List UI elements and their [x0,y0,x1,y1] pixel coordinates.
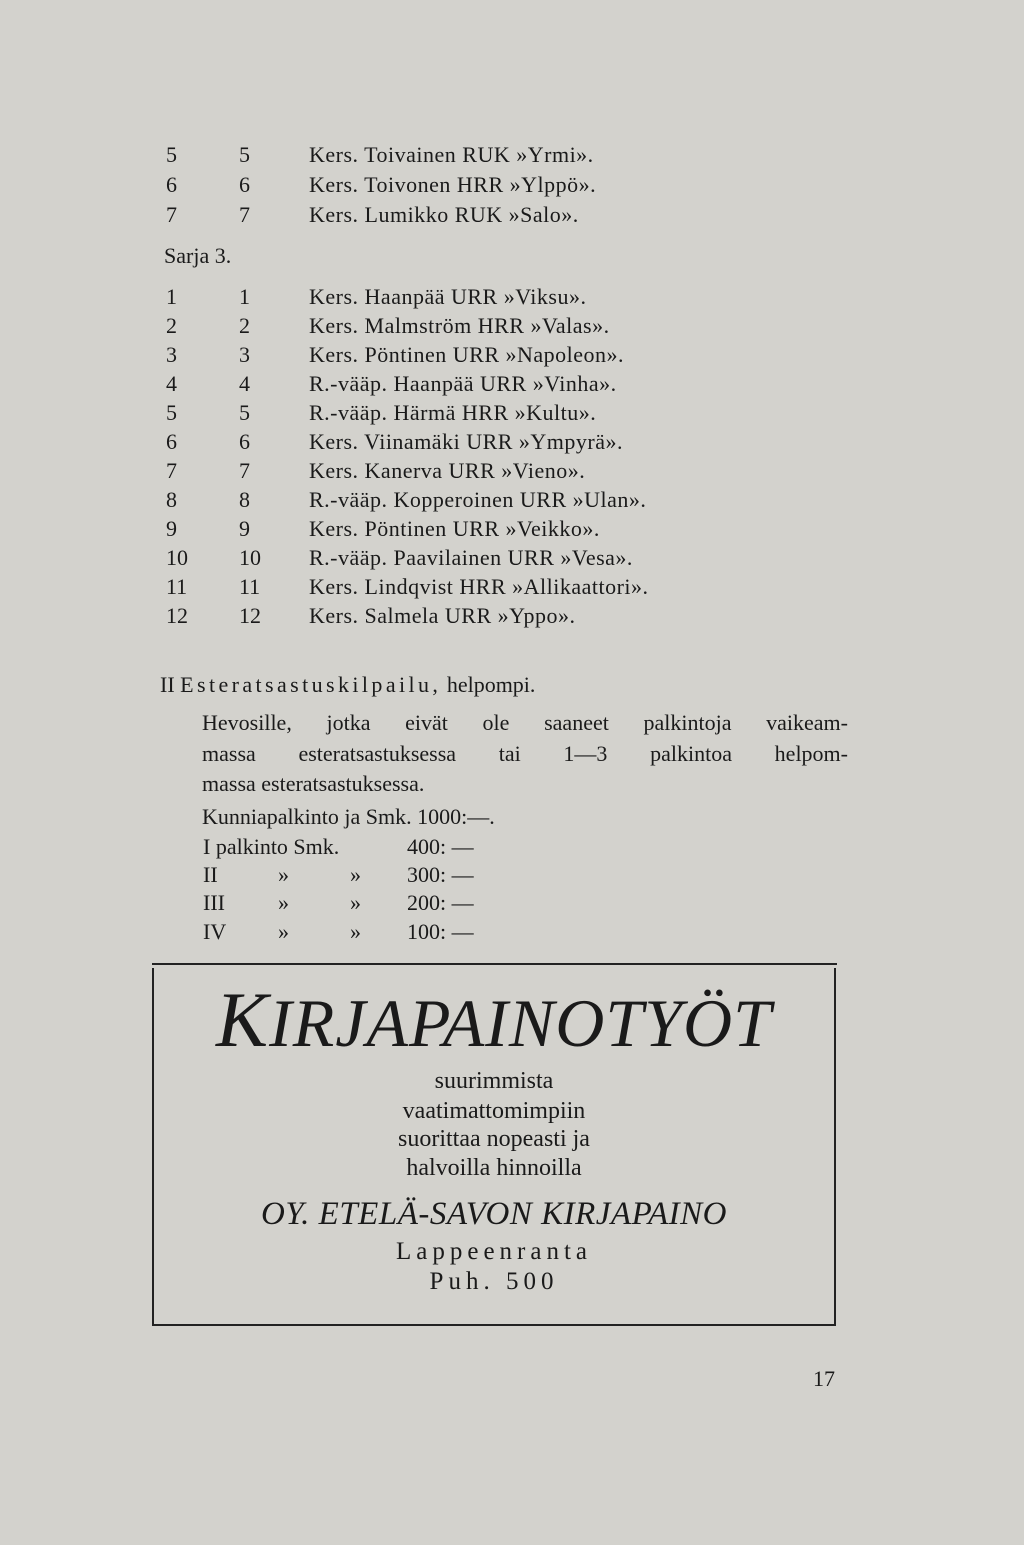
ditto-mark: » [278,890,289,915]
entry-number: 2 [166,313,177,338]
prize-amount: 100: — [407,919,474,944]
prize-row [0,888,1024,918]
entry-number-2: 5 [239,142,250,167]
entry-number: 12 [166,603,188,628]
section-subtitle: helpompi. [446,672,536,697]
entry-text: Kers. Pöntinen URR »Napoleon». [309,342,625,367]
prize-row [0,860,1024,890]
entry-text: Kers. Salmela URR »Yppo». [309,603,576,628]
entry-text: Kers. Toivainen RUK »Yrmi». [309,142,594,167]
entry-number-2: 8 [239,487,250,512]
entry-number-2: 5 [239,400,250,425]
entry-number: 6 [166,172,177,197]
entry-number: 5 [166,142,177,167]
entry-number-2: 7 [239,202,250,227]
ditto-mark: » [278,919,289,944]
entry-number: 3 [166,342,177,367]
entry-text: Kers. Haanpää URR »Viksu». [309,284,587,309]
entry-text: Kers. Kanerva URR »Vieno». [309,458,586,483]
entry-number: 6 [166,429,177,454]
entry-text: R.-vääp. Haanpää URR »Vinha». [309,371,617,396]
entry-number: 7 [166,202,177,227]
ad-company-name: OY. ETELÄ-SAVON KIRJAPAINO [261,1196,727,1232]
entry-number-2: 9 [239,516,250,541]
entry-number: 4 [166,371,177,396]
ad-text-line: vaatimattomimpiin [402,1098,586,1124]
description-paragraph [202,708,848,800]
entry-number-2: 4 [239,371,250,396]
entry-text: Kers. Lumikko RUK »Salo». [309,202,579,227]
section-title: Esteratsastuskilpailu, [180,672,442,697]
ad-city: Lappeenranta [395,1238,593,1265]
entry-text: Kers. Lindqvist HRR »Allikaattori». [309,574,649,599]
ad-text-line: suorittaa nopeasti ja [398,1126,590,1152]
entry-number-2: 2 [239,313,250,338]
entry-number: 10 [166,545,188,570]
entry-number: 11 [166,574,188,599]
ad-title [152,976,836,1063]
entry-number-2: 6 [239,172,250,197]
ad-title-rest: IRJAPAINOTYÖT [269,985,772,1061]
ditto-mark: » [278,862,289,887]
description-line: massa esteratsastuksessa tai 1—3 palkintoa helpom- [202,740,848,766]
entry-text: R.-vääp. Paavilainen URR »Vesa». [309,545,633,570]
entry-number-2: 3 [239,342,250,367]
entry-text: Kers. Pöntinen URR »Veikko». [309,516,600,541]
ditto-mark: » [350,890,361,915]
honor-prize: Kunniapalkinto ja Smk. 1000:—. [202,804,495,829]
entry-number-2: 11 [239,574,261,599]
prize-row [0,917,1024,947]
ad-title-initial: K [216,976,270,1063]
entry-text: Kers. Viinamäki URR »Ympyrä». [309,429,624,454]
prize-amount: 200: — [407,890,474,915]
description-line: massa esteratsastuksessa. [202,771,425,796]
entry-number: 7 [166,458,177,483]
entry-text: R.-vääp. Kopperoinen URR »Ulan». [309,487,647,512]
prize-amount: 400: — [407,834,474,859]
entry-number-2: 1 [239,284,250,309]
series-heading: Sarja 3. [164,243,232,268]
prize-rank: I palkinto Smk. [203,834,340,859]
ad-phone: Puh. 500 [429,1268,559,1295]
prize-row [0,832,1024,862]
description-line: Hevosille, jotka eivät ole saaneet palkintoja vaikeam- [202,710,848,735]
entry-number: 1 [166,284,177,309]
ad-text-line: suurimmista [434,1068,554,1094]
entry-number: 5 [166,400,177,425]
prize-rank: IV [203,919,227,944]
entry-number-2: 7 [239,458,250,483]
entry-number-2: 12 [239,603,261,628]
section-heading [160,670,535,700]
entry-number-2: 6 [239,429,250,454]
prize-amount: 300: — [407,862,474,887]
prize-rank: III [203,890,225,915]
ad-text-line: halvoilla hinnoilla [406,1155,582,1181]
prize-rank: II [203,862,218,887]
ad-top-rule [152,963,837,965]
ditto-mark: » [350,862,361,887]
page-number: 17 [813,1366,835,1391]
entry-text: Kers. Malmström HRR »Valas». [309,313,610,338]
entry-text: R.-vääp. Härmä HRR »Kultu». [309,400,597,425]
entry-number: 9 [166,516,177,541]
section-numeral: II [160,672,175,697]
entry-number-2: 10 [239,545,261,570]
entry-text: Kers. Toivonen HRR »Ylppö». [309,172,597,197]
entry-number: 8 [166,487,177,512]
ditto-mark: » [350,919,361,944]
